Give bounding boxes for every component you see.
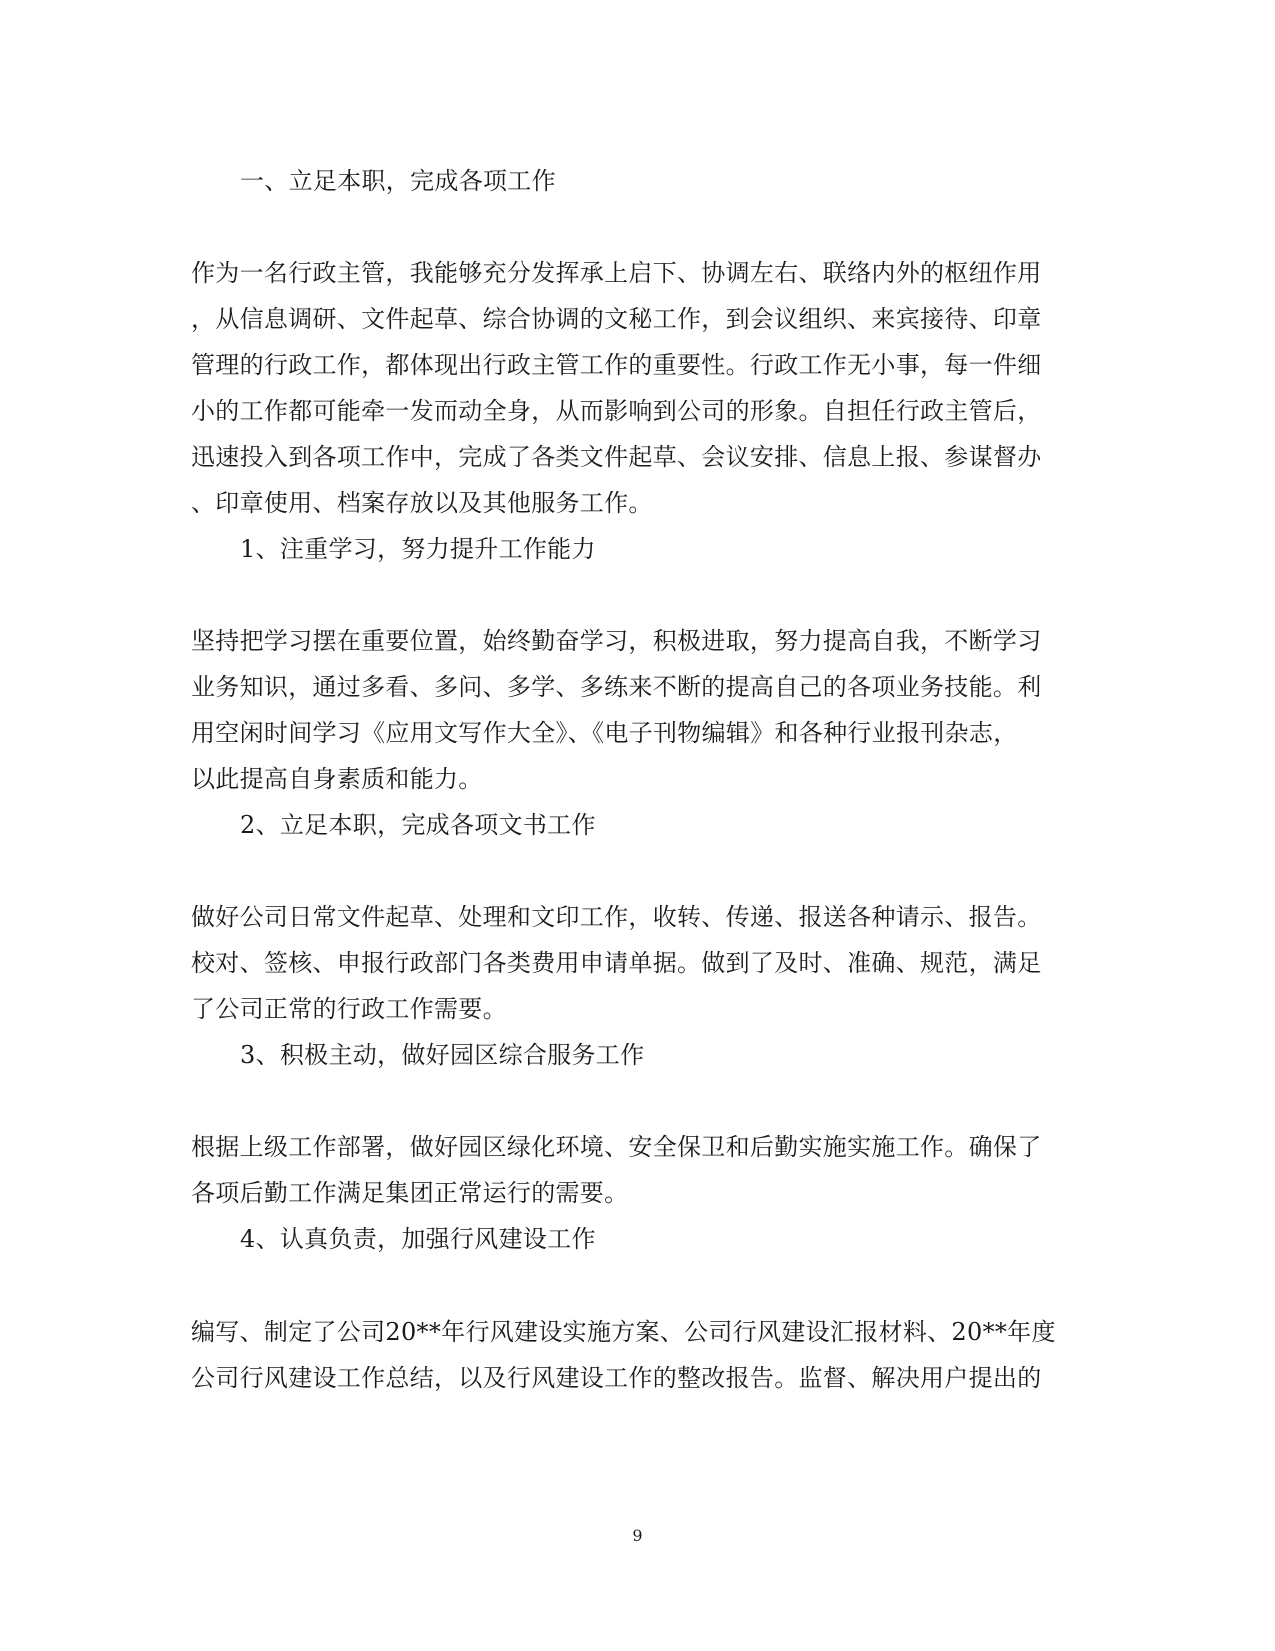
paragraph-line: 做好公司日常文件起草、处理和文印工作，收转、传递、报送各种请示、报告。: [191, 903, 1042, 931]
paragraph-line: 迅速投入到各项工作中，完成了各类文件起草、会议安排、信息上报、参谋督办: [191, 443, 1042, 471]
paragraph-line: 以此提高自身素质和能力。: [191, 765, 483, 793]
subsection-heading: 1、注重学习，努力提升工作能力: [240, 535, 596, 563]
paragraph-line: 小的工作都可能牵一发而动全身，从而影响到公司的形象。自担任行政主管后，: [191, 397, 1042, 425]
paragraph-line: ，从信息调研、文件起草、综合协调的文秘工作，到会议组织、来宾接待、印章: [191, 305, 1042, 333]
paragraph-line: 编写、制定了公司20**年行风建设实施方案、公司行风建设汇报材料、20**年度: [191, 1318, 1056, 1346]
section-heading: 一、立足本职，完成各项工作: [240, 167, 556, 195]
paragraph-line: 校对、签核、申报行政部门各类费用申请单据。做到了及时、准确、规范，满足: [191, 949, 1042, 977]
paragraph-line: 、印章使用、档案存放以及其他服务工作。: [191, 489, 653, 517]
paragraph-line: 公司行风建设工作总结，以及行风建设工作的整改报告。监督、解决用户提出的: [191, 1364, 1042, 1392]
page-number: 9: [632, 1526, 643, 1545]
paragraph-line: 业务知识，通过多看、多问、多学、多练来不断的提高自己的各项业务技能。利: [191, 673, 1042, 701]
subsection-heading: 3、积极主动，做好园区综合服务工作: [240, 1041, 645, 1069]
subsection-heading: 2、立足本职，完成各项文书工作: [240, 811, 596, 839]
subsection-heading: 4、认真负责，加强行风建设工作: [240, 1225, 596, 1253]
paragraph-line: 了公司正常的行政工作需要。: [191, 995, 507, 1023]
paragraph-line: 各项后勤工作满足集团正常运行的需要。: [191, 1179, 629, 1207]
paragraph-line: 管理的行政工作，都体现出行政主管工作的重要性。行政工作无小事，每一件细: [191, 351, 1042, 379]
paragraph-line: 用空闲时间学习《应用文写作大全》、《电子刊物编辑》和各种行业报刊杂志，: [191, 719, 1018, 747]
paragraph-line: 作为一名行政主管，我能够充分发挥承上启下、协调左右、联络内外的枢纽作用: [191, 259, 1042, 287]
paragraph-line: 根据上级工作部署，做好园区绿化环境、安全保卫和后勤实施实施工作。确保了: [191, 1133, 1042, 1161]
paragraph-line: 坚持把学习摆在重要位置，始终勤奋学习，积极进取，努力提高自我，不断学习: [191, 627, 1042, 655]
